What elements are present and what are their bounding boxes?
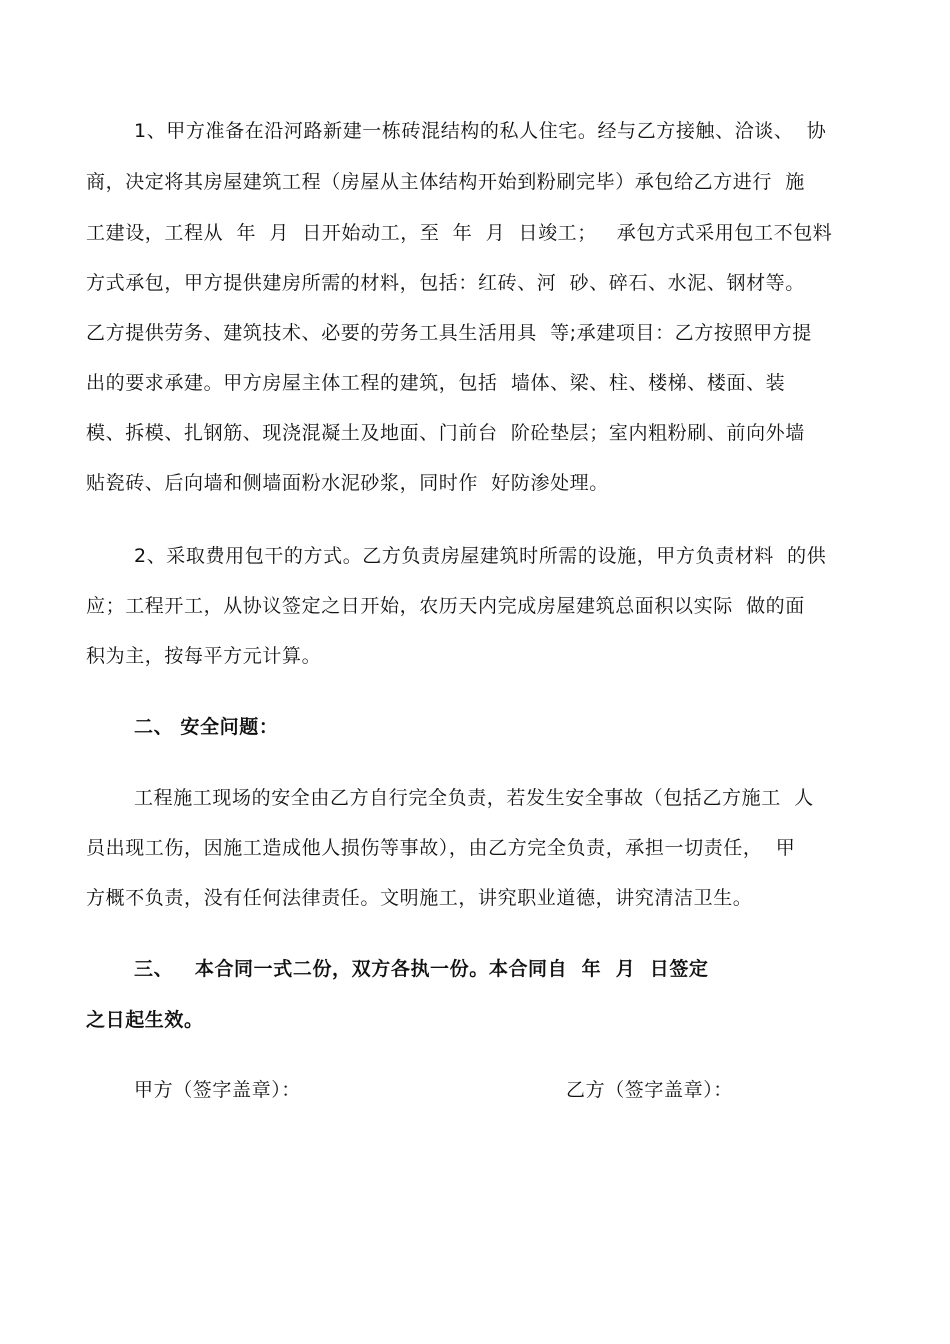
para1-line-7: 模、拆模、扎钢筋、现浇混凝土及地面、门前台 阶砼垫层；室内粗粉刷、前向外墙 — [86, 422, 805, 444]
para1-line-2: 商，决定将其房屋建筑工程（房屋从主体结构开始到粉刷完毕）承包给乙方进行 施 — [86, 171, 805, 193]
party-a-signature-label: 甲方（签字盖章）： — [134, 1079, 301, 1101]
para1-line-5: 乙方提供劳务、建筑技术、必要的劳务工具生活用具 等;承建项目：乙方按照甲方提 — [86, 322, 812, 344]
party-b-signature-label: 乙方（签字盖章）： — [566, 1079, 733, 1101]
para1-line-8: 贴瓷砖、后向墙和侧墙面粉水泥砂浆，同时作 好防渗处理。 — [86, 472, 609, 494]
para2-line-3: 积为主，按每平方元计算。 — [86, 645, 322, 667]
para2-line-1: 2、采取费用包干的方式。乙方负责房屋建筑时所需的设施，甲方负责材料 的供 — [134, 545, 827, 567]
para3-line-2: 员出现工伤，因施工造成他人损伤等事故），由乙方完全负责，承担一切责任， 甲 — [86, 837, 796, 859]
para1-line-1: 1、甲方准备在沿河路新建一栋砖混结构的私人住宅。经与乙方接触、洽谈、 协 — [134, 120, 827, 142]
para1-line-4: 方式承包，甲方提供建房所需的材料，包括：红砖、河 砂、碎石、水泥、钢材等。 — [86, 272, 805, 294]
para2-line-2: 应；工程开工，从协议签定之日开始，农历天内完成房屋建筑总面积以实际 做的面 — [86, 595, 805, 617]
section-heading-copies-line-1: 三、 本合同一式二份，双方各执一份。本合同自 年 月 日签定 — [134, 958, 709, 980]
para1-line-3: 工建设，工程从 年 月 日开始动工，至 年 月 日竣工； 承包方式采用包工不包料 — [86, 222, 833, 244]
section-heading-safety: 二、 安全问题： — [134, 716, 279, 738]
para3-line-3: 方概不负责，没有任何法律责任。文明施工，讲究职业道德，讲究清洁卫生。 — [86, 887, 753, 909]
para1-line-6: 出的要求承建。甲方房屋主体工程的建筑，包括 墙体、梁、柱、楼梯、楼面、装 — [86, 372, 786, 394]
para3-line-1: 工程施工现场的安全由乙方自行完全负责，若发生安全事故（包括乙方施工 人 — [134, 787, 814, 809]
section-heading-copies-line-2: 之日起生效。 — [86, 1009, 204, 1031]
